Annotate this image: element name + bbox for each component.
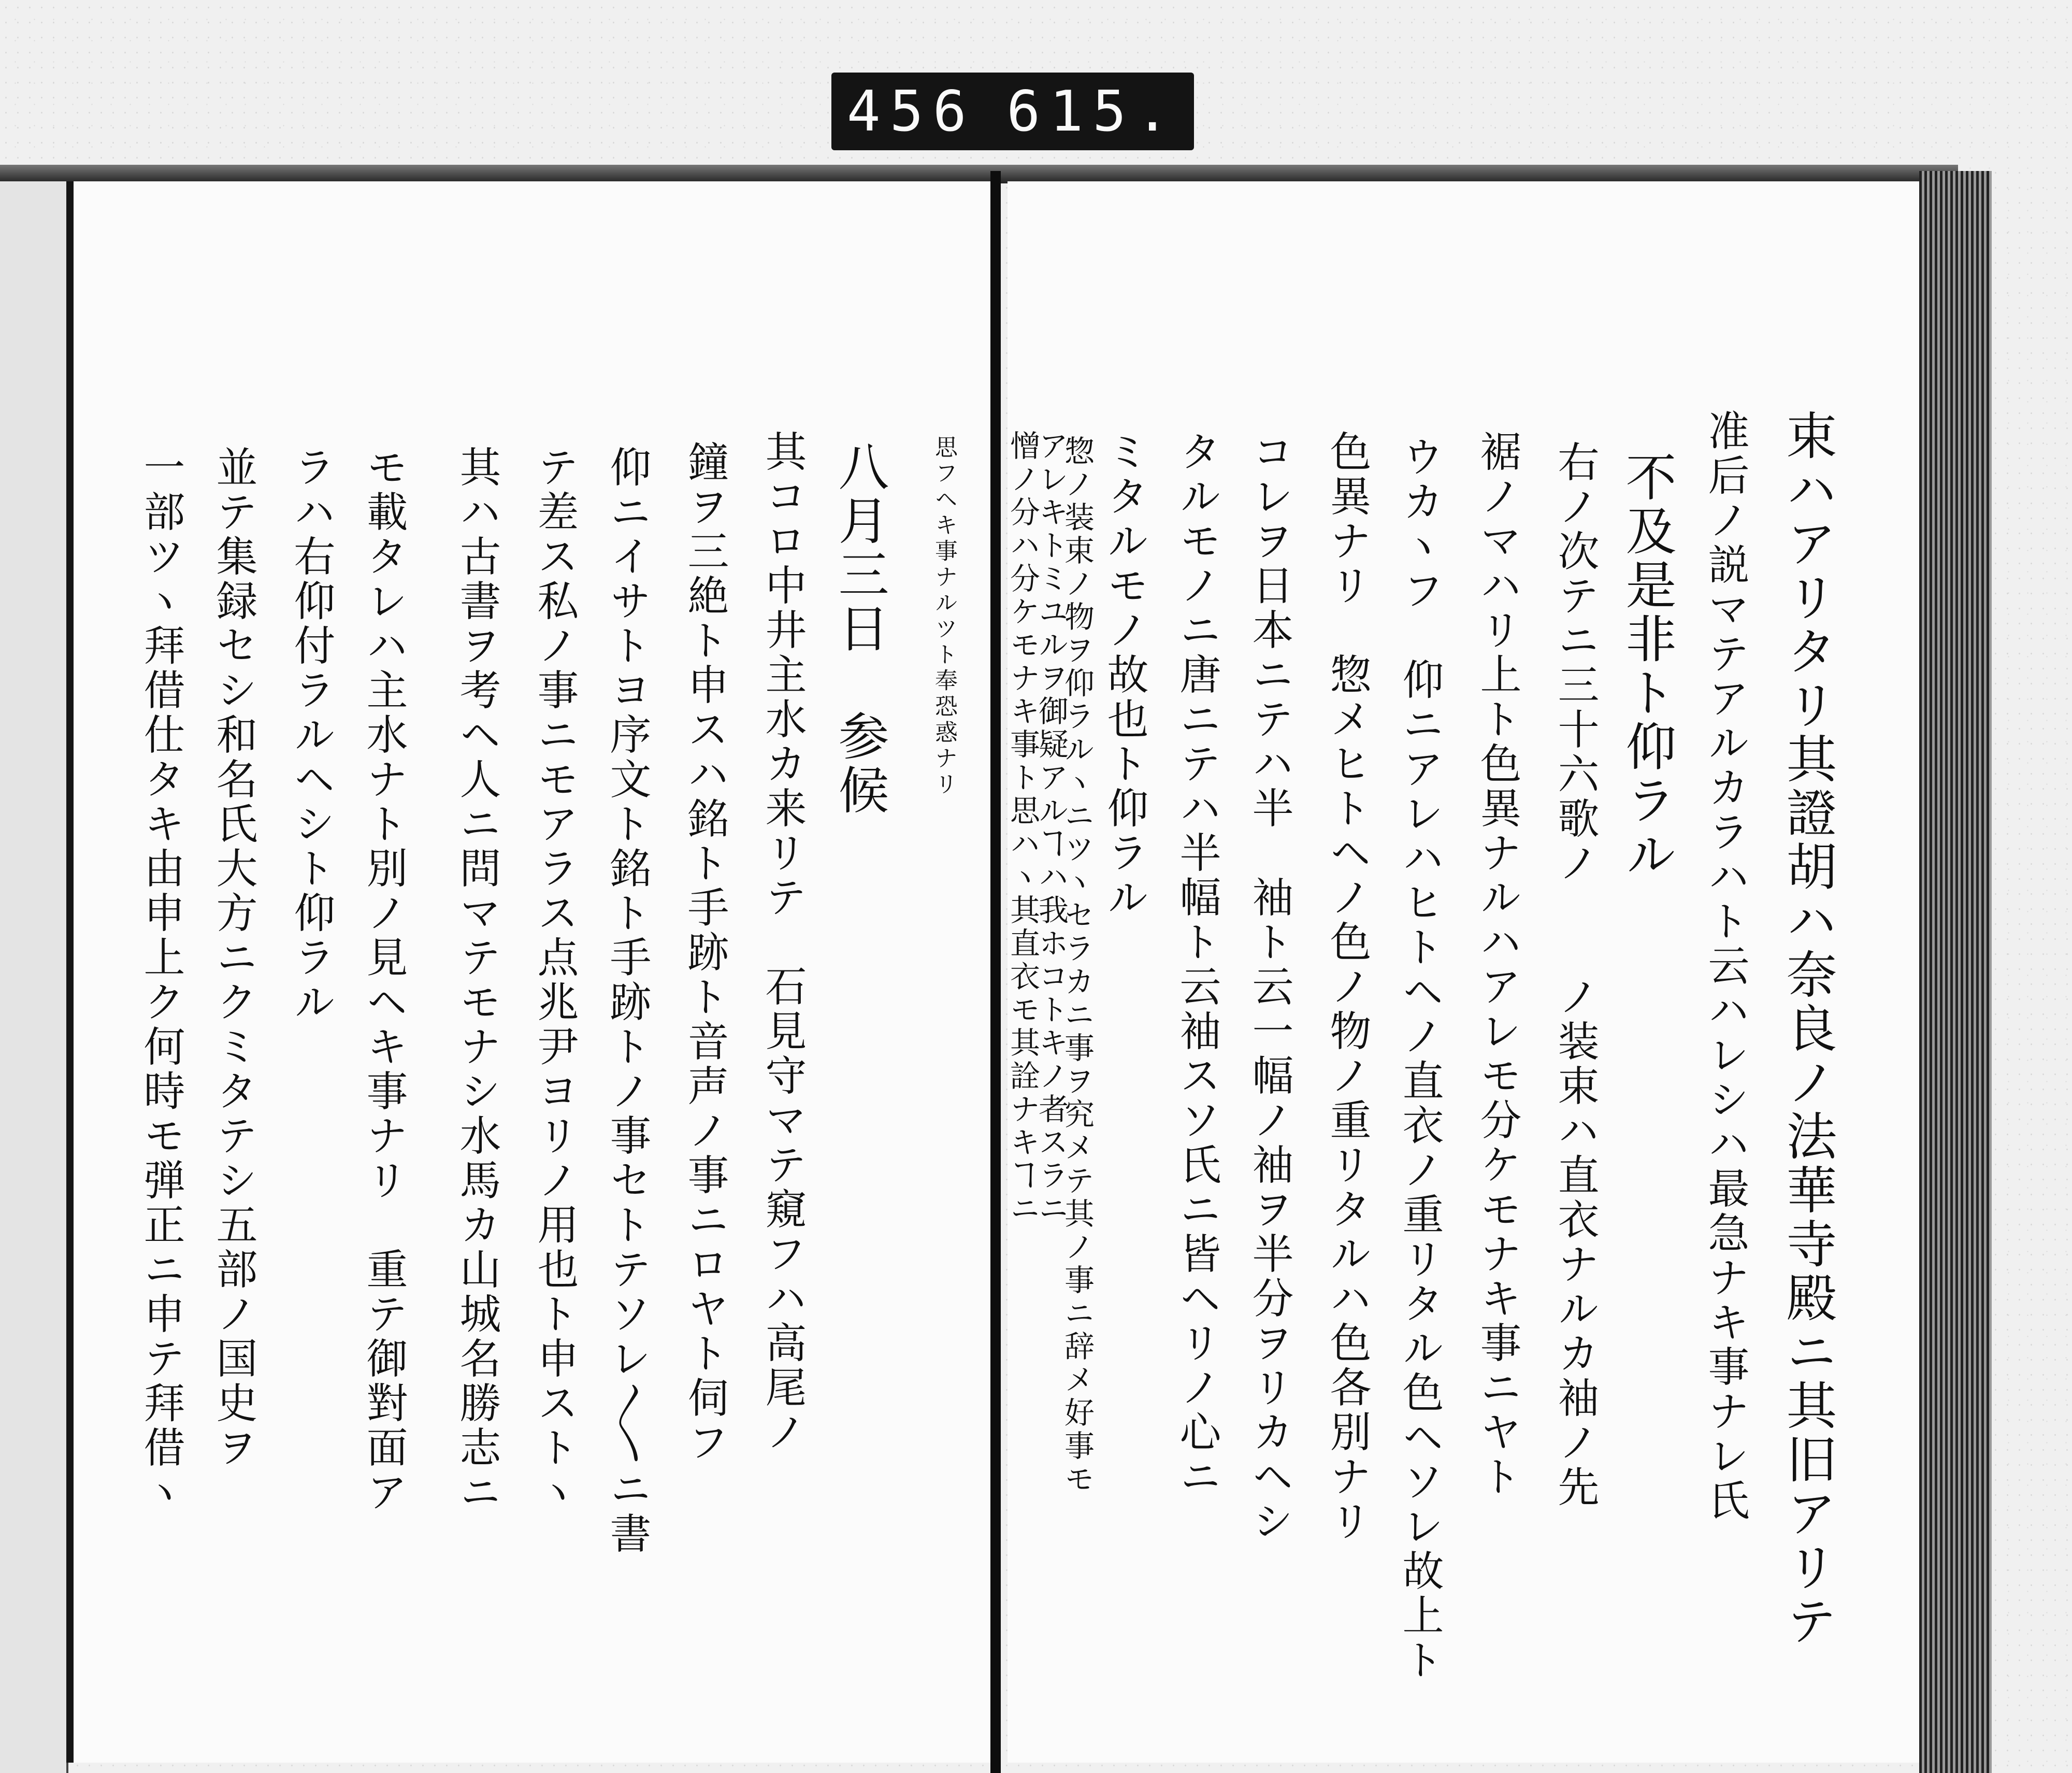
right-col-6: ウカヽフ 仰ニアレハヒトヘノ直衣ノ重リタル色ヘソレ故上ト bbox=[1395, 435, 1444, 1683]
left-col-4: 仰ニイサトヨ序文ト銘ト手跡トノ事セトテソレ〳〵ニ書 bbox=[603, 446, 651, 1556]
right-col-7: 色異ナリ 惣メヒトヘノ色ノ物ノ重リタルハ色各別ナリ bbox=[1323, 430, 1371, 1544]
right-col-12: 憎ノ分ハ分ケモナキ事ト思ハヽ其直衣モ其詮ナキヿニ bbox=[1005, 430, 1040, 1226]
left-col-10: 一部ツヽ拜借仕タキ由申上ク何時モ弾正ニ申テ拜借ヽ bbox=[137, 446, 185, 1515]
catalog-number-left: 456 bbox=[846, 79, 976, 144]
left-col-9: 並テ集録セシ和名氏大方ニクミタテシ五部ノ国史ヲ bbox=[209, 446, 257, 1470]
right-col-2: 准后ノ説マテアルカラハト云ハレシハ最急ナキ事ナレ氏 bbox=[1701, 409, 1749, 1523]
catalog-label bbox=[831, 73, 1194, 150]
left-col-8: ラハ右仰付ラルヘシト仰ラル bbox=[287, 446, 335, 1025]
left-page-edge bbox=[0, 181, 68, 1773]
book-top-edge bbox=[0, 165, 1958, 183]
left-col-2: 其コロ中井主水カ来リテ 石見守マテ窺フハ高尾ノ bbox=[758, 430, 807, 1455]
right-col-9: タルモノニ唐ニテハ半幅ト云袖スソ氏ニ皆ヘリノ心ニ bbox=[1173, 430, 1221, 1499]
catalog-number-right: 615. bbox=[1006, 79, 1179, 144]
left-small-note: 思フヘキ事ナルツト奉恐惑ナリ bbox=[931, 435, 957, 798]
left-col-5: テ差ス私ノ事ニモアラス点兆尹ヨリノ用也ト申ストヽ bbox=[530, 446, 579, 1515]
right-page-edge bbox=[1919, 171, 1992, 1773]
right-col-3: 不及是非ト仰ラル bbox=[1617, 451, 1676, 882]
left-col-7: モ載タレハ主水ナト別ノ見ヘキ事ナリ 重テ御對面ア bbox=[359, 446, 408, 1515]
right-col-1: 束ハアリタリ其證胡ハ奈良ノ法華寺殿ニ其旧アリテ bbox=[1778, 409, 1837, 1649]
right-col-10: ミタルモノ故也ト仰ラル bbox=[1100, 430, 1148, 920]
right-small-note: 惣ノ装束ノ物ヲ仰ラルヽニツヽセラカニ事ヲ究メテ其ノ事ニ辞メ好事モ bbox=[1059, 435, 1095, 1496]
book-spine bbox=[990, 171, 1001, 1773]
left-col-3: 鐘ヲ三絶ト申スハ銘ト手跡ト音声ノ事ニロヤト伺フ bbox=[681, 440, 729, 1465]
right-col-8: コレヲ日本ニテハ半 袖ト云一幅ノ袖ヲ半分ヲリカヘシ bbox=[1245, 430, 1293, 1544]
left-col-1: 八月三日 参候 bbox=[830, 440, 889, 818]
right-col-11: アレキトミユルヲ御疑アルヿハ我ホコトキノ者スラニ bbox=[1033, 430, 1069, 1226]
right-col-5: 裾ノマハリ上ト色異ナルハアレモ分ケモナキ事ニヤト bbox=[1473, 430, 1521, 1499]
right-col-4: 右ノ次テニ三十六歌ノ ノ装束ハ直衣ナルカ袖ノ先 bbox=[1551, 440, 1599, 1510]
left-col-6: 其ハ古書ヲ考ヘ人ニ問マテモナシ水馬カ山城名勝志ニ bbox=[453, 446, 501, 1515]
